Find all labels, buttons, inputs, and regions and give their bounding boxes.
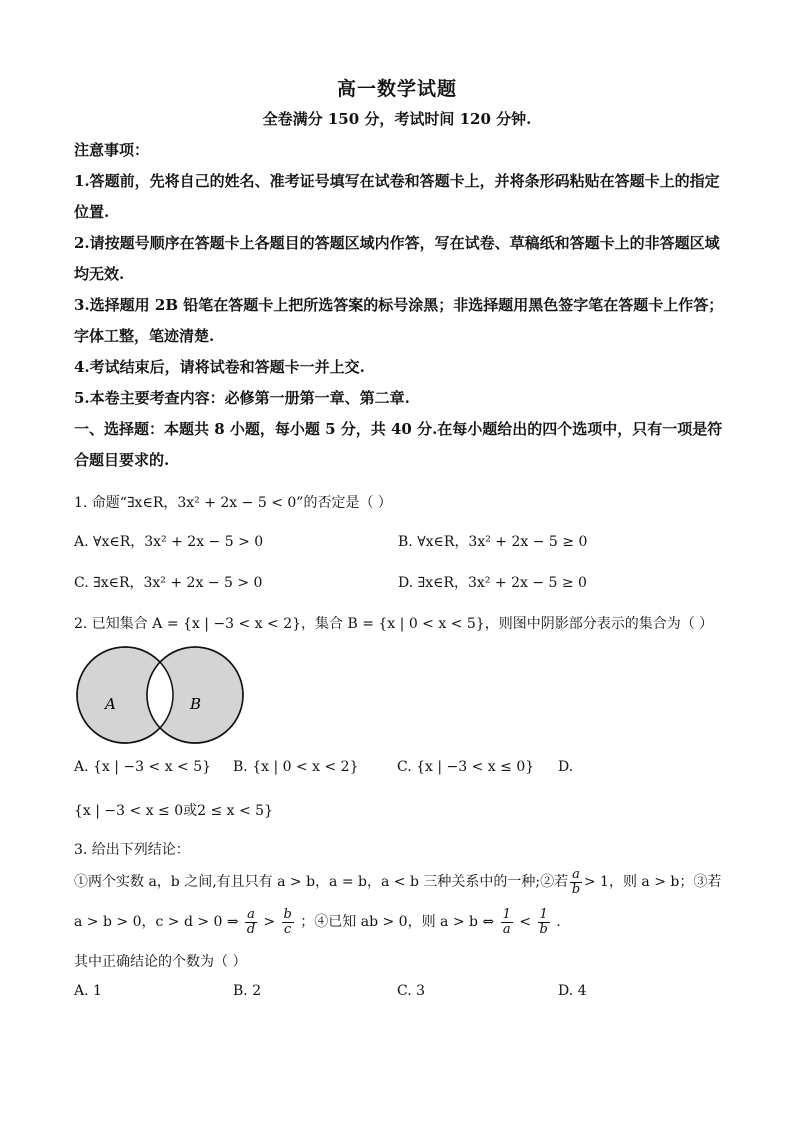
q3-line-1: ①两个实数 a，b 之间,有且只有 a > b，a = b，a < b 三种关系中的一种;②若 $\frac{a}{b}$ > 1，则 a > b；③若 [74,866,722,897]
venn-label-b: B [190,695,202,713]
note-item: 2.请按题号顺序在答题卡上各题目的答题区域内作答，写在试卷、草稿纸和答题卡上的非答题区域均无效. [74,234,720,283]
q3-option-c: C. 3 [397,983,426,999]
note-item: 3.选择题用 2B 铅笔在答题卡上把所选答案的标号涂黑；非选择题用黑色签字笔在答题卡上作答；字体工整，笔迹清楚. [74,296,724,345]
q1-option-c: C. ∃x∈R，3x² + 2x − 5 > 0 [74,575,263,591]
q1-option-d: D. ∃x∈R，3x² + 2x − 5 ≥ 0 [398,575,587,591]
venn-label-a: A [105,695,116,713]
q2-option-d-content: {x | −3 < x ≤ 0或2 ≤ x < 5} [74,803,274,819]
venn-diagram [70,643,250,753]
q1-option-a: A. ∀x∈R，3x² + 2x − 5 > 0 [74,534,264,550]
note-item: 5.本卷主要考查内容：必修第一册第一章、第二章. [74,389,410,407]
q2-option-c: C. {x | −3 < x ≤ 0} [397,759,535,775]
q1-option-b: B. ∀x∈R，3x² + 2x − 5 ≥ 0 [398,534,588,550]
question-2-stem: 2. 已知集合 A = {x | −3 < x < 2}，集合 B = {x | 0 < x < 5}，则图中阴影部分表示的集合为（ ） [74,616,714,632]
fraction: $\frac{1}{a}$ [502,906,511,937]
fraction: $\frac{b}{c}$ [283,906,292,937]
q3-option-d: D. 4 [558,983,587,999]
note-item: 4.考试结束后，请将试卷和答题卡一并上交. [74,358,365,376]
q3-option-a: A. 1 [74,983,102,999]
page-subtitle: 全卷满分 150 分，考试时间 120 分钟. [262,110,532,128]
fraction: $\frac{a}{b}$ [571,866,581,897]
q3-option-b: B. 2 [233,983,262,999]
q3-line-2: a > b > 0，c > d > 0 ⇒ $\frac{a}{d}$ > $\frac{b}{c}$ ；④已知 ab > 0，则 a > b ⇔ $\frac{1}{a}$ < $\frac{1}{b}$ . [74,906,561,937]
question-3-stem: 3. 给出下列结论： [74,842,190,858]
section-heading: 一、选择题：本题共 8 小题，每小题 5 分，共 40 分.在每小题给出的四个选项中，只有一项是符合题目要求的. [74,420,723,469]
q2-option-b: B. {x | 0 < x < 2} [233,759,359,775]
notes-heading: 注意事项： [74,141,150,159]
fraction: $\frac{a}{d}$ [246,906,256,937]
q2-option-a: A. {x | −3 < x < 5} [74,759,212,775]
fraction: $\frac{1}{b}$ [539,906,548,937]
page-title: 高一数学试题 [336,78,457,100]
note-item: 1.答题前，先将自己的姓名、准考证号填写在试卷和答题卡上，并将条形码粘贴在答题卡上的指定位置. [74,172,720,221]
question-3-ask: 其中正确结论的个数为（ ） [74,954,247,970]
q2-option-d: D. [558,759,574,775]
question-1-stem: 1. 命题“∃x∈R，3x² + 2x − 5 < 0”的否定是（ ） [74,495,392,511]
